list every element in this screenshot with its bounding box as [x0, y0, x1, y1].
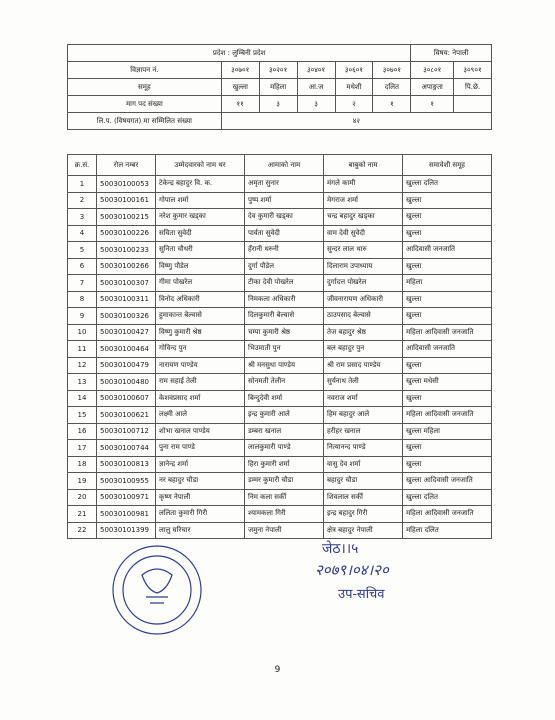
row-serial: 16	[68, 423, 97, 440]
demand-cell: १	[373, 96, 411, 113]
row-mother-name: दिलकुमारी बेल्वासे	[245, 308, 324, 325]
table-row	[68, 225, 492, 242]
row-father-name: ठाउपसाद बेल्वासे	[324, 308, 403, 325]
row-candidate-name: ज्ञानेन्द्र शर्मा	[156, 456, 245, 473]
written-row	[68, 113, 492, 130]
row-father-name: बल बहादुर पुन	[324, 341, 403, 358]
group-cell: खुल्ला	[221, 79, 259, 96]
row-mother-name: टीका देवी पोखरेल	[245, 275, 324, 292]
demand-label: माग पद संख्या	[68, 96, 222, 113]
signature-date: २०७९।०४।२०	[315, 561, 389, 579]
row-candidate-name: हुमाकान्त बेल्वासे	[156, 308, 245, 325]
row-roll-number: 50030100311	[97, 291, 156, 308]
row-roll-number: 50030100053	[97, 176, 156, 193]
demand-cell: ११	[221, 96, 259, 113]
adv-label: विज्ञापन नं.	[68, 62, 222, 79]
group-cell: आ.ज	[297, 79, 335, 96]
col-header: रोल नम्बर	[97, 155, 156, 176]
row-serial: 5	[68, 242, 97, 259]
row-inclusive-group: महिला दलित	[403, 522, 492, 539]
row-candidate-name: सविता सुवेदी	[156, 225, 245, 242]
row-roll-number: 50030100621	[97, 407, 156, 424]
row-mother-name: जमुना नेपाली	[245, 522, 324, 539]
row-inclusive-group: खुल्ला आदिवासी जनजाति	[403, 473, 492, 490]
row-serial: 8	[68, 291, 97, 308]
row-candidate-name: नर बहादुर चौडा	[156, 473, 245, 490]
row-roll-number: 50030101399	[97, 522, 156, 539]
row-candidate-name: लालु घरिचार	[156, 522, 245, 539]
row-serial: 15	[68, 407, 97, 424]
table-row	[68, 275, 492, 292]
official-seal	[102, 535, 212, 645]
group-row	[68, 79, 492, 96]
row-mother-name: श्यामकला गिरी	[245, 506, 324, 523]
row-inclusive-group: खुल्ला महिला	[403, 423, 492, 440]
row-roll-number: 50030100981	[97, 506, 156, 523]
row-roll-number: 50030100480	[97, 374, 156, 391]
row-inclusive-group: खुल्ला दलित	[403, 489, 492, 506]
adv-number: ३०९०१	[454, 62, 492, 79]
row-inclusive-group: आदिवासी जनजाति	[403, 242, 492, 259]
table-row	[68, 423, 492, 440]
row-candidate-name: विष्णु पौडेल	[156, 258, 245, 275]
row-serial: 3	[68, 209, 97, 226]
row-mother-name: डम्मर कुमारी चौडा	[245, 473, 324, 490]
row-father-name: जीवनारायण अधिकारी	[324, 291, 403, 308]
table-header	[68, 155, 492, 176]
written-label: लि.प. (विषयगत) मा सम्मिलित संख्या	[68, 113, 222, 130]
row-serial: 4	[68, 225, 97, 242]
row-candidate-name: लक्ष्मी आले	[156, 407, 245, 424]
row-inclusive-group: खुल्ला	[403, 390, 492, 407]
subject-cell: विषय: नेपाली	[411, 45, 492, 62]
row-father-name: वासु देव शर्मा	[324, 456, 403, 473]
row-candidate-name: नरेश कुमार खड्का	[156, 209, 245, 226]
demand-cell: ३	[259, 96, 297, 113]
row-candidate-name: केशवप्रसाद शर्मा	[156, 390, 245, 407]
row-roll-number: 50030100955	[97, 473, 156, 490]
row-father-name: बहादुर चौडा	[324, 473, 403, 490]
table-row	[68, 374, 492, 391]
row-serial: 7	[68, 275, 97, 292]
table-row	[68, 489, 492, 506]
row-candidate-name: राम सहाई तेली	[156, 374, 245, 391]
row-mother-name: देव कुमारी खड्का	[245, 209, 324, 226]
group-cell: पि.छे.	[454, 79, 492, 96]
row-serial: 1	[68, 176, 97, 193]
row-inclusive-group: खुल्ला	[403, 209, 492, 226]
row-inclusive-group: महिला	[403, 275, 492, 292]
adv-number: ३०२०१	[259, 62, 297, 79]
row-candidate-name: सुनिता चौधरी	[156, 242, 245, 259]
row-roll-number: 50030100607	[97, 390, 156, 407]
row-inclusive-group: खुल्ला	[403, 225, 492, 242]
row-inclusive-group: खुल्ला	[403, 258, 492, 275]
row-serial: 20	[68, 489, 97, 506]
row-serial: 18	[68, 456, 97, 473]
row-father-name: दुर्गादत्त पोखरेल	[324, 275, 403, 292]
row-roll-number: 50030100233	[97, 242, 156, 259]
row-mother-name: अमृता सुनार	[245, 176, 324, 193]
table-row	[68, 242, 492, 259]
row-inclusive-group: खुल्ला	[403, 357, 492, 374]
row-mother-name: डम्बरा खनाल	[245, 423, 324, 440]
table-row	[68, 407, 492, 424]
row-candidate-name: विनोद अधिकारी	[156, 291, 245, 308]
row-mother-name: बिन्दुदेवी शर्मा	[245, 390, 324, 407]
row-roll-number: 50030100266	[97, 258, 156, 275]
row-serial: 17	[68, 440, 97, 457]
row-roll-number: 50030100464	[97, 341, 156, 358]
row-mother-name: लालकुमारी पाण्डे	[245, 440, 324, 457]
table-row	[68, 308, 492, 325]
row-mother-name: श्री मनसुधा पाण्डेय	[245, 357, 324, 374]
row-inclusive-group: महिला आदिवासी जनजाति	[403, 506, 492, 523]
row-father-name: श्री राम प्रसाद पाण्डेय	[324, 357, 403, 374]
demand-cell: ३	[297, 96, 335, 113]
row-candidate-name: गोपाल शर्मा	[156, 192, 245, 209]
group-cell: मधेशी	[335, 79, 373, 96]
province-cell: प्रदेश : लुम्बिनी प्रदेश	[68, 45, 411, 62]
row-roll-number: 50030100215	[97, 209, 156, 226]
row-father-name: तेज बहादुर श्रेष्ठ	[324, 324, 403, 341]
row-serial: 19	[68, 473, 97, 490]
row-candidate-name: कृष्ण नेपाली	[156, 489, 245, 506]
row-serial: 21	[68, 506, 97, 523]
row-father-name: हिम बहादुर आले	[324, 407, 403, 424]
demand-cell: २	[335, 96, 373, 113]
row-father-name: दिलाराम उपाध्याय	[324, 258, 403, 275]
table-row	[68, 192, 492, 209]
col-header: समावेशी समूह	[403, 155, 492, 176]
demand-cell: १	[411, 96, 454, 113]
row-candidate-name: शोभा खनाल पाण्डेय	[156, 423, 245, 440]
row-inclusive-group: खुल्ला	[403, 308, 492, 325]
row-inclusive-group: खुल्ला दलित	[403, 176, 492, 193]
row-roll-number: 50030100427	[97, 324, 156, 341]
adv-number: ३०६०१	[335, 62, 373, 79]
summary-table	[67, 44, 492, 130]
row-father-name: चन्द्र बहादुर खड्का	[324, 209, 403, 226]
row-roll-number: 50030100971	[97, 489, 156, 506]
table-row	[68, 506, 492, 523]
row-candidate-name: गीमा पोखरेल	[156, 275, 245, 292]
row-roll-number: 50030100307	[97, 275, 156, 292]
row-candidate-name: पुना राम पाण्डे	[156, 440, 245, 457]
row-roll-number: 50030100712	[97, 423, 156, 440]
row-serial: 9	[68, 308, 97, 325]
col-header: आमाको नाम	[245, 155, 324, 176]
row-inclusive-group: आदिवासी जनजाति	[403, 341, 492, 358]
table-row	[68, 209, 492, 226]
adv-number-row	[68, 62, 492, 79]
row-serial: 14	[68, 390, 97, 407]
table-row	[68, 176, 492, 193]
table-row	[68, 456, 492, 473]
signature-title: उप-सचिव	[338, 587, 385, 602]
row-father-name: मेगराज शर्मा	[324, 192, 403, 209]
col-header: बाबुको नाम	[324, 155, 403, 176]
table-row	[68, 258, 492, 275]
table-row	[68, 440, 492, 457]
row-father-name: वाम देवी सुवेदी	[324, 225, 403, 242]
row-father-name: सुर्यनाथ तेली	[324, 374, 403, 391]
adv-number: ३०७०१	[221, 62, 259, 79]
row-mother-name: हिरा कुमारी शर्मा	[245, 456, 324, 473]
row-mother-name: निम कला सर्की	[245, 489, 324, 506]
row-serial: 2	[68, 192, 97, 209]
row-father-name: इन्द्र बहादुर गिरी	[324, 506, 403, 523]
row-mother-name: पुष्प शर्मा	[245, 192, 324, 209]
table-row	[68, 357, 492, 374]
row-father-name: क्षेत्र बहादुर नेपाली	[324, 522, 403, 539]
row-mother-name: निमकला अधिकारी	[245, 291, 324, 308]
row-inclusive-group: खुल्ला	[403, 440, 492, 457]
row-father-name: हरीहर खनाल	[324, 423, 403, 440]
group-cell: अपाङ्गता	[411, 79, 454, 96]
row-roll-number: 50030100479	[97, 357, 156, 374]
row-roll-number: 50030100226	[97, 225, 156, 242]
row-inclusive-group: महिला आदिवासी जनजाति	[403, 324, 492, 341]
table-row	[68, 473, 492, 490]
row-serial: 12	[68, 357, 97, 374]
row-candidate-name: ललिता कुमारी गिरी	[156, 506, 245, 523]
written-value: ४२	[221, 113, 491, 130]
page-number: 9	[274, 665, 281, 675]
row-roll-number: 50030100161	[97, 192, 156, 209]
row-inclusive-group: खुल्ला मधेसी	[403, 374, 492, 391]
col-header: क्र.सं.	[68, 155, 97, 176]
row-mother-name: पार्वता सुवेदी	[245, 225, 324, 242]
row-candidate-name: टेकेन्द्र बहादुर वि. क.	[156, 176, 245, 193]
table-row	[68, 341, 492, 358]
adv-number: ३०४०१	[297, 62, 335, 79]
row-father-name: मंगले कामी	[324, 176, 403, 193]
row-father-name: शिवलाल सर्की	[324, 489, 403, 506]
row-candidate-name: विष्णु कुमारी श्रेष्ठ	[156, 324, 245, 341]
row-mother-name: भिउमाती पुन	[245, 341, 324, 358]
candidate-table	[67, 154, 492, 539]
group-label: समूह	[68, 79, 222, 96]
col-header: उम्मेदवारको नाम थर	[156, 155, 245, 176]
row-inclusive-group: खुल्ला	[403, 456, 492, 473]
table-row	[68, 324, 492, 341]
group-cell: दलित	[373, 79, 411, 96]
row-mother-name: हँरानी थरुनी	[245, 242, 324, 259]
row-mother-name: इन्द्र कुमारी आले	[245, 407, 324, 424]
row-roll-number: 50030100326	[97, 308, 156, 325]
row-mother-name: चम्पा कुमारी श्रेष्ठ	[245, 324, 324, 341]
row-serial: 13	[68, 374, 97, 391]
demand-cell	[454, 96, 492, 113]
adv-number: ३०७०१	[373, 62, 411, 79]
row-father-name: नवराज शर्मा	[324, 390, 403, 407]
row-inclusive-group: खुल्ला	[403, 291, 492, 308]
row-inclusive-group: महिला आदिवासी जनजाति	[403, 407, 492, 424]
signature-initials: जेठ।।५	[322, 541, 359, 557]
demand-row	[68, 96, 492, 113]
row-father-name: सुन्दर लाल थारु	[324, 242, 403, 259]
row-roll-number: 50030100744	[97, 440, 156, 457]
row-roll-number: 50030100813	[97, 456, 156, 473]
adv-number: ३०८०१	[411, 62, 454, 79]
row-candidate-name: नारायण पाण्डेय	[156, 357, 245, 374]
row-candidate-name: गोविन्द पुन	[156, 341, 245, 358]
row-serial: 11	[68, 341, 97, 358]
table-row	[68, 390, 492, 407]
row-mother-name: सोनमती तेलीन	[245, 374, 324, 391]
row-inclusive-group: खुल्ला	[403, 192, 492, 209]
row-serial: 10	[68, 324, 97, 341]
row-father-name: नित्यानन्द पाण्डे	[324, 440, 403, 457]
group-cell: महिला	[259, 79, 297, 96]
row-serial: 6	[68, 258, 97, 275]
row-mother-name: दुर्गा पौडेल	[245, 258, 324, 275]
table-row	[68, 291, 492, 308]
row-serial: 22	[68, 522, 97, 539]
